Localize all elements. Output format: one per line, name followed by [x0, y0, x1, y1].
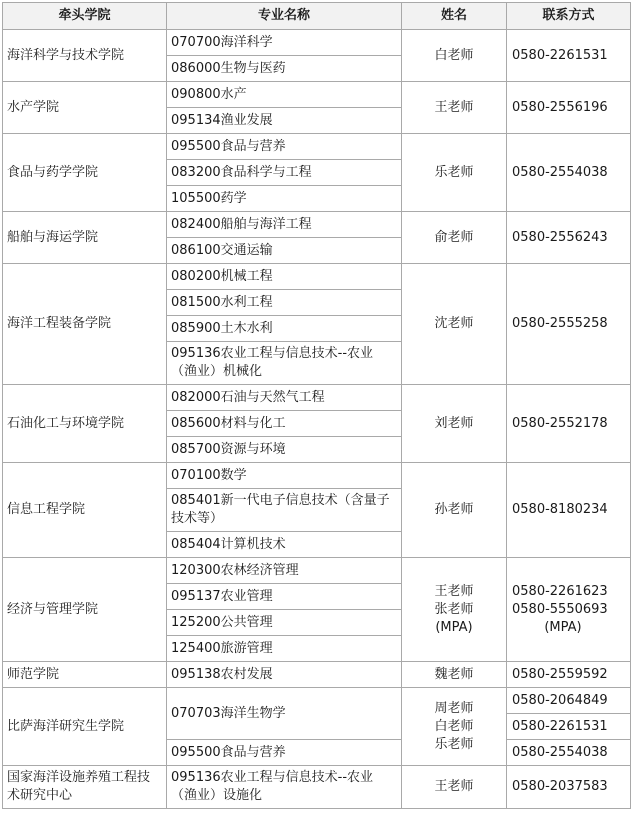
college-cell: 经济与管理学院: [3, 558, 167, 662]
phone-cell: 0580-2555258: [507, 264, 631, 385]
contact-name-line: 张老师: [434, 601, 474, 617]
header-college: 牵头学院: [3, 3, 167, 30]
major-cell: 080200机械工程: [167, 264, 402, 290]
major-cell: 085401新一代电子信息技术（含量子技术等）: [167, 489, 402, 532]
college-cell: 海洋工程装备学院: [3, 264, 167, 385]
contact-name-cell: 孙老师: [402, 463, 507, 558]
table-row: [3, 385, 631, 411]
college-cell: 师范学院: [3, 662, 167, 688]
college-cell: 水产学院: [3, 82, 167, 134]
phone-line: 0580-2261623: [512, 583, 608, 599]
major-cell: 095500食品与营养: [167, 740, 402, 766]
table-row: [3, 662, 631, 688]
header-name: 姓名: [402, 3, 507, 30]
table-row: [3, 30, 631, 56]
phone-cell: 0580-2261531: [507, 714, 631, 740]
phone-cell: 0580-2554038: [507, 740, 631, 766]
phone-cell: 0580-2037583: [507, 766, 631, 809]
phone-cell: [507, 558, 631, 662]
major-cell: 085600材料与化工: [167, 411, 402, 437]
college-cell: 国家海洋设施养殖工程技术研究中心: [3, 766, 167, 809]
major-cell: 085404计算机技术: [167, 532, 402, 558]
header-contact: 联系方式: [507, 3, 631, 30]
phone-cell: 0580-2556196: [507, 82, 631, 134]
contact-name-cell: 乐老师: [402, 134, 507, 212]
major-cell: 095134渔业发展: [167, 108, 402, 134]
major-cell: 085900土木水利: [167, 316, 402, 342]
major-cell: 081500水利工程: [167, 290, 402, 316]
major-cell: 095137农业管理: [167, 584, 402, 610]
major-cell: 070100数学: [167, 463, 402, 489]
college-cell: 食品与药学学院: [3, 134, 167, 212]
table-row: [3, 766, 631, 809]
major-cell: 125200公共管理: [167, 610, 402, 636]
contact-name-cell: [402, 558, 507, 662]
contact-name-cell: 王老师: [402, 766, 507, 809]
contact-name-cell: 沈老师: [402, 264, 507, 385]
table-row: [3, 688, 631, 714]
major-cell: 105500药学: [167, 186, 402, 212]
header-major: 专业名称: [167, 3, 402, 30]
phone-cell: 0580-2552178: [507, 385, 631, 463]
phone-cell: 0580-2559592: [507, 662, 631, 688]
phone-cell: 0580-2064849: [507, 688, 631, 714]
phone-cell: 0580-2554038: [507, 134, 631, 212]
major-cell: 070703海洋生物学: [167, 688, 402, 740]
contact-name-cell: 刘老师: [402, 385, 507, 463]
major-cell: 070700海洋科学: [167, 30, 402, 56]
college-cell: 信息工程学院: [3, 463, 167, 558]
major-cell: 095136农业工程与信息技术--农业（渔业）设施化: [167, 766, 402, 809]
phone-note: (MPA): [544, 619, 582, 635]
contact-name-line: 周老师: [434, 700, 474, 716]
table-row: [3, 264, 631, 290]
table-row: [3, 134, 631, 160]
table-row: [3, 463, 631, 489]
major-cell: 095136农业工程与信息技术--农业（渔业）机械化: [167, 342, 402, 385]
contact-name-cell: [402, 688, 507, 766]
college-cell: 船舶与海运学院: [3, 212, 167, 264]
phone-cell: 0580-2261531: [507, 30, 631, 82]
major-cell: 095138农村发展: [167, 662, 402, 688]
table-row: [3, 558, 631, 584]
major-cell: 086000生物与医药: [167, 56, 402, 82]
major-cell: 125400旅游管理: [167, 636, 402, 662]
major-cell: 082400船舶与海洋工程: [167, 212, 402, 238]
major-cell: 082000石油与天然气工程: [167, 385, 402, 411]
contact-table: [2, 2, 631, 809]
phone-cell: 0580-8180234: [507, 463, 631, 558]
contact-name-line: 王老师: [434, 583, 474, 599]
major-cell: 090800水产: [167, 82, 402, 108]
college-cell: 海洋科学与技术学院: [3, 30, 167, 82]
contact-name-cell: 王老师: [402, 82, 507, 134]
college-cell: 比萨海洋研究生学院: [3, 688, 167, 766]
table-row: [3, 212, 631, 238]
major-cell: 085700资源与环境: [167, 437, 402, 463]
phone-cell: 0580-2556243: [507, 212, 631, 264]
major-cell: 095500食品与营养: [167, 134, 402, 160]
contact-name-cell: 魏老师: [402, 662, 507, 688]
contact-name-cell: 白老师: [402, 30, 507, 82]
phone-line: 0580-5550693: [512, 601, 608, 617]
major-cell: 083200食品科学与工程: [167, 160, 402, 186]
contact-name-note: (MPA): [435, 619, 473, 635]
major-cell: 120300农林经济管理: [167, 558, 402, 584]
college-cell: 石油化工与环境学院: [3, 385, 167, 463]
header-row: [3, 3, 631, 30]
contact-name-cell: 俞老师: [402, 212, 507, 264]
table-row: [3, 82, 631, 108]
contact-name-line: 白老师: [434, 718, 474, 734]
major-cell: 086100交通运输: [167, 238, 402, 264]
contact-name-line: 乐老师: [434, 736, 474, 752]
